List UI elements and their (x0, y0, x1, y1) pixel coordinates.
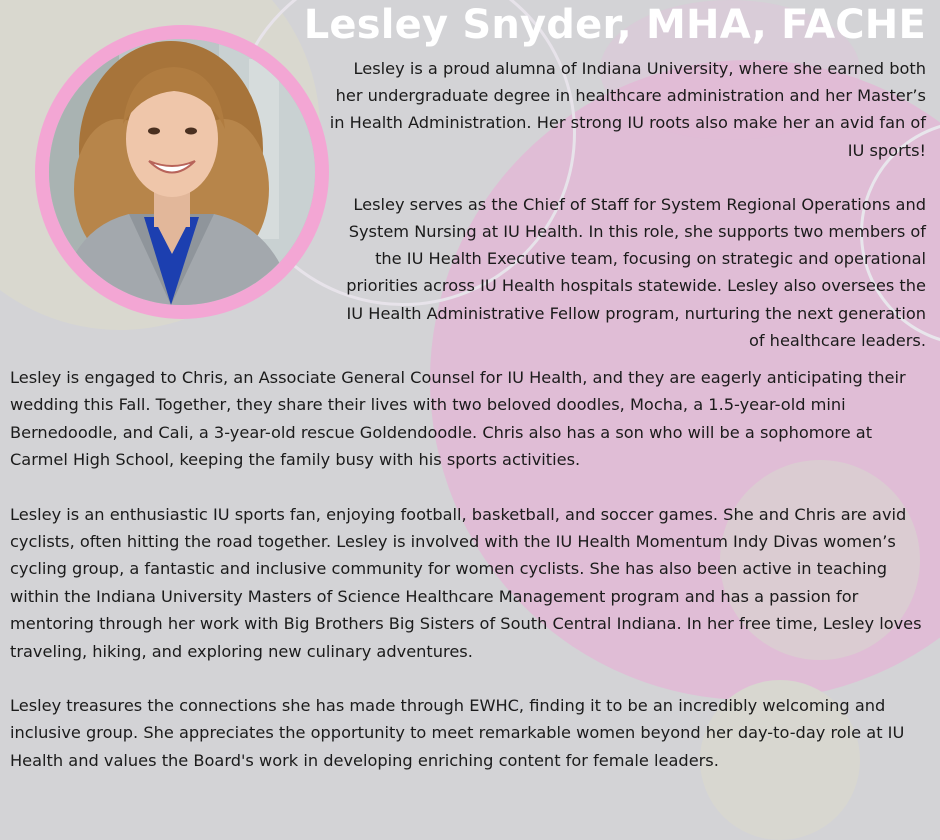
profile-photo-frame (35, 25, 329, 319)
profile-photo (49, 39, 315, 305)
intro-text (326, 55, 926, 381)
bio-paragraph: Lesley is an enthusiastic IU sports fan, enjoying football, basketball, and soccer games. She and Chris are avid cyclists, often hitting the road together. Lesley is involved with the IU Health Momentum Indy Divas women’s cycling group, a fantastic and inclusive community for women cyclists. She has also been active in teaching within the Indiana University Masters of Science Healthcare Management program and has a passion for mentoring through her work with Big Brothers Big Sisters of South Central Indiana. In her free time, Lesley loves traveling, hiking, and exploring new culinary adventures. (10, 504, 922, 661)
bio-text (10, 364, 930, 801)
intro-paragraph: Lesley serves as the Chief of Staff for System Regional Operations and System Nursing at IU Health. In this role, she supports two members of the IU Health Executive team, focusing on strategic and operational priorities across IU Health hospitals statewide. Lesley also oversees the IU Health Administrative Fellow program, nurturing the next generation of healthcare leaders. (346, 194, 926, 350)
bio-paragraph: Lesley is engaged to Chris, an Associate General Counsel for IU Health, and they are eagerly anticipating their wedding this Fall. Together, they share their lives with two beloved doodles, Mocha, a 1.5-year-old mini Bernedoodle, and Cali, a 3-year-old rescue Goldendoodle. Chris also has a son who will be a sophomore at Carmel High School, keeping the family busy with his sports activities. (10, 368, 906, 470)
bio-paragraph: Lesley treasures the connections she has made through EWHC, finding it to be an incredibly welcoming and inclusive group. She appreciates the opportunity to meet remarkable women beyond her day-to-day role at IU Health and values the Board's work in developing enriching content for female leaders. (10, 696, 905, 770)
profile-name: Lesley Snyder, MHA, FACHE (303, 2, 926, 48)
portrait-icon (49, 39, 315, 305)
intro-paragraph: Lesley is a proud alumna of Indiana University, where she earned both her undergraduate degree in healthcare administration and her Master’s in Health Administration. Her strong IU roots also make her an avid fan of IU sports! (329, 59, 926, 160)
